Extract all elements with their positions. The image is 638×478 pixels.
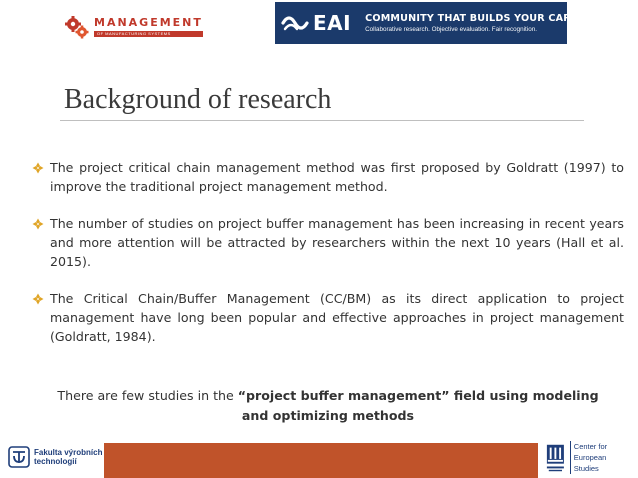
summary-prefix: There are few studies in the (57, 388, 238, 403)
bullet-list (32, 158, 624, 364)
faculty-emblem-icon (8, 446, 30, 468)
bullet-item (32, 158, 624, 196)
bullet-text: The project critical chain management method was first proposed by Goldratt (1997) to improve the traditional project management method. (50, 160, 624, 194)
cfes-logo (545, 441, 638, 474)
faculty-name-line1: Fakulta výrobních (34, 447, 103, 457)
footer-bar (104, 443, 538, 478)
university-crest-icon (545, 442, 566, 474)
summary-emphasis: “project buffer management” field using modeling and optimizing methods (237, 388, 599, 423)
eai-logo (281, 10, 351, 36)
cfes-name-line1: Center for European (573, 442, 608, 462)
management-logo (64, 14, 203, 40)
bullet-item (32, 214, 624, 271)
bullet-item (32, 289, 624, 346)
bullet-text: The Critical Chain/Buffer Management (CC/BM) as its direct application to project management have long been popular and effective approaches in project management (Goldratt, 1984). (50, 291, 624, 344)
diamond-bullet-icon (32, 162, 44, 174)
bullet-text: The number of studies on project buffer management has been increasing in recent years and more attention will be attracted by researchers within the next 10 years (Hall et al. 2015). (50, 216, 624, 269)
faculty-name-line2: technologií (34, 457, 77, 466)
management-logo-subtitle: OF MANUFACTURING SYSTEMS (94, 31, 203, 37)
eai-wave-icon (281, 10, 311, 36)
eai-banner (275, 2, 592, 44)
management-logo-title: MANAGEMENT (94, 16, 203, 29)
gears-icon (64, 14, 90, 40)
eai-brand: EAI (313, 11, 352, 35)
cfes-name-line2: Studies (573, 464, 599, 473)
diamond-bullet-icon (32, 293, 44, 305)
faculty-logo (8, 446, 102, 468)
eai-headline: COMMUNITY THAT BUILDS YOUR CAREER (365, 12, 592, 24)
title-underline (60, 120, 584, 121)
diamond-bullet-icon (32, 218, 44, 230)
eai-tagline: Collaborative research. Objective evaluation. Fair recognition. (365, 25, 537, 33)
slide-title: Background of research (64, 84, 332, 115)
summary-statement (50, 386, 606, 426)
